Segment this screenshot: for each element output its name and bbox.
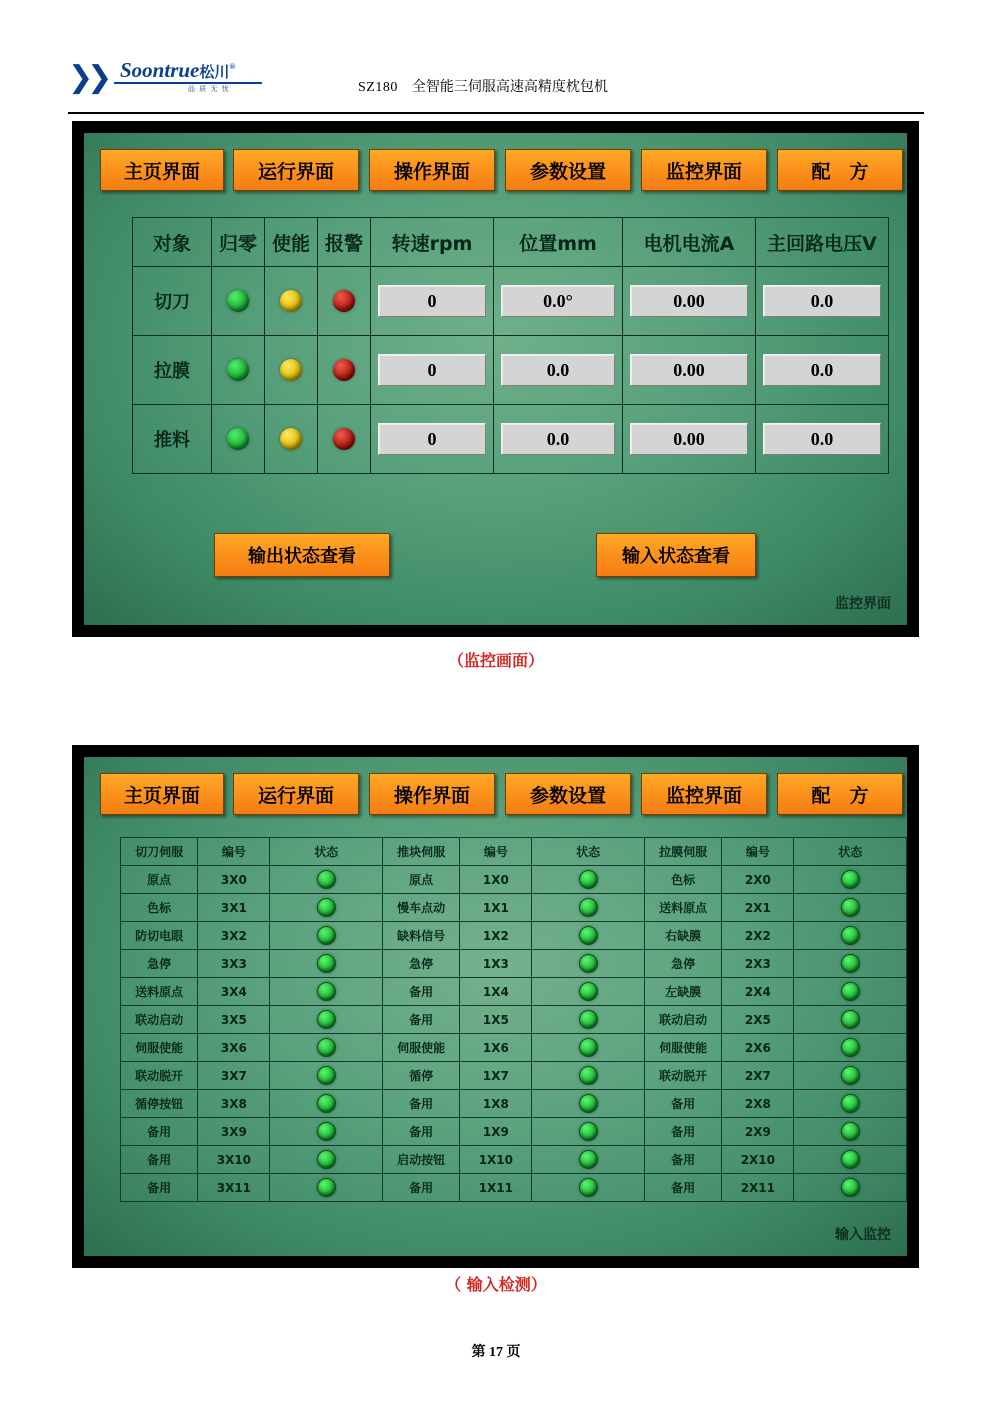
column-header-code-2: 编号 — [460, 838, 532, 866]
nav-button-monitor[interactable]: 监控界面 — [641, 773, 767, 815]
table-row — [121, 950, 907, 978]
led-zero-indicator — [227, 359, 249, 381]
nav-button-home[interactable]: 主页界面 — [100, 773, 224, 815]
servo-monitor-table — [132, 217, 889, 474]
io-code: 2X4 — [722, 978, 794, 1006]
column-header-film-servo: 拉膜伺服 — [644, 838, 721, 866]
led-status-indicator — [579, 982, 598, 1001]
io-label: 色标 — [644, 866, 721, 894]
led-status-indicator — [579, 1010, 598, 1029]
page-header — [68, 50, 924, 114]
io-label: 急停 — [382, 950, 459, 978]
io-state-cell — [270, 1006, 383, 1034]
io-code: 3X5 — [198, 1006, 270, 1034]
led-status-indicator — [841, 898, 860, 917]
navigation-bar-monitor — [100, 149, 893, 193]
table-row — [121, 894, 907, 922]
led-enable-indicator — [280, 359, 302, 381]
navigation-bar-io — [100, 773, 893, 817]
column-header-code-3: 编号 — [722, 838, 794, 866]
io-label: 备用 — [382, 978, 459, 1006]
logo-brand-en: Soontrue — [120, 58, 200, 82]
io-label: 备用 — [644, 1146, 721, 1174]
position-field[interactable]: 0.0° — [501, 285, 615, 317]
io-state-cell — [532, 1062, 645, 1090]
led-status-indicator — [579, 1038, 598, 1057]
table-row — [121, 1146, 907, 1174]
led-status-indicator — [317, 1178, 336, 1197]
value-cell-position — [494, 405, 623, 474]
io-code: 1X1 — [460, 894, 532, 922]
io-code: 3X4 — [198, 978, 270, 1006]
io-label: 联动启动 — [644, 1006, 721, 1034]
led-status-indicator — [579, 1178, 598, 1197]
column-header-code-1: 编号 — [198, 838, 270, 866]
io-state-cell — [532, 1090, 645, 1118]
led-status-indicator — [841, 1178, 860, 1197]
column-header-state-3: 状态 — [794, 838, 907, 866]
io-label: 备用 — [644, 1174, 721, 1202]
logo-tagline: 品 质 无 忧 — [188, 85, 230, 93]
io-label: 原点 — [382, 866, 459, 894]
io-code: 3X3 — [198, 950, 270, 978]
nav-button-monitor[interactable]: 监控界面 — [641, 149, 767, 191]
value-cell-voltage — [756, 267, 889, 336]
io-code: 3X10 — [198, 1146, 270, 1174]
led-status-indicator — [317, 926, 336, 945]
nav-button-recipe[interactable]: 配 方 — [777, 773, 903, 815]
io-code: 2X5 — [722, 1006, 794, 1034]
io-state-cell — [532, 894, 645, 922]
io-state-cell — [270, 894, 383, 922]
position-field[interactable]: 0.0 — [501, 423, 615, 455]
io-code: 3X11 — [198, 1174, 270, 1202]
led-zero-indicator — [227, 290, 249, 312]
io-state-cell — [270, 1118, 383, 1146]
io-label: 急停 — [121, 950, 198, 978]
io-code: 1X11 — [460, 1174, 532, 1202]
io-label: 备用 — [121, 1146, 198, 1174]
led-status-indicator — [579, 898, 598, 917]
io-state-cell — [794, 1006, 907, 1034]
io-state-cell — [532, 922, 645, 950]
speed-field[interactable]: 0 — [378, 285, 486, 317]
current-field[interactable]: 0.00 — [630, 354, 748, 386]
io-code: 2X11 — [722, 1174, 794, 1202]
status-cell-zero — [212, 336, 265, 405]
row-label-cutter: 切刀 — [133, 267, 212, 336]
led-status-indicator — [317, 898, 336, 917]
io-state-cell — [794, 1034, 907, 1062]
io-state-cell — [270, 1174, 383, 1202]
led-status-indicator — [579, 926, 598, 945]
led-status-indicator — [317, 1150, 336, 1169]
led-alarm-indicator — [333, 359, 355, 381]
current-field[interactable]: 0.00 — [630, 423, 748, 455]
io-label: 防切电眼 — [121, 922, 198, 950]
io-code: 1X10 — [460, 1146, 532, 1174]
led-status-indicator — [579, 1122, 598, 1141]
figure-caption-monitor: （监控画面） — [447, 651, 544, 670]
value-cell-current — [623, 405, 756, 474]
table-header-row — [133, 218, 889, 267]
status-cell-zero — [212, 405, 265, 474]
io-state-cell — [794, 1174, 907, 1202]
status-cell-enable — [265, 405, 318, 474]
status-cell-enable — [265, 267, 318, 336]
led-status-indicator — [317, 870, 336, 889]
value-cell-speed — [371, 267, 494, 336]
status-cell-alarm — [318, 405, 371, 474]
io-code: 2X2 — [722, 922, 794, 950]
figure-caption-io: （ 输入检测） — [445, 1275, 547, 1294]
logo-brand-cn: 松川 — [199, 65, 230, 81]
value-cell-speed — [371, 336, 494, 405]
io-code: 3X1 — [198, 894, 270, 922]
led-status-indicator — [579, 1066, 598, 1085]
voltage-field[interactable]: 0.0 — [763, 285, 881, 317]
io-label: 联动启动 — [121, 1006, 198, 1034]
table-row — [121, 866, 907, 894]
chevron-right-icon: ❯❯ — [68, 60, 107, 95]
nav-button-operate[interactable]: 操作界面 — [369, 149, 495, 191]
io-code: 1X9 — [460, 1118, 532, 1146]
column-header-current: 电机电流A — [623, 218, 756, 267]
logo-wordmark — [120, 58, 235, 83]
io-state-cell — [270, 922, 383, 950]
nav-button-params[interactable]: 参数设置 — [505, 773, 631, 815]
io-code: 1X7 — [460, 1062, 532, 1090]
io-state-cell — [532, 1118, 645, 1146]
io-label: 送料原点 — [644, 894, 721, 922]
io-state-cell — [794, 978, 907, 1006]
table-row — [121, 1174, 907, 1202]
io-label: 备用 — [382, 1090, 459, 1118]
io-label: 右缺膜 — [644, 922, 721, 950]
io-label: 备用 — [644, 1118, 721, 1146]
led-status-indicator — [841, 1066, 860, 1085]
registered-mark-icon: ® — [229, 62, 236, 71]
value-cell-current — [623, 267, 756, 336]
row-label-pusher: 推料 — [133, 405, 212, 474]
io-label: 送料原点 — [121, 978, 198, 1006]
io-status-table — [120, 837, 907, 1202]
led-status-indicator — [841, 1150, 860, 1169]
io-code: 1X0 — [460, 866, 532, 894]
io-label: 左缺膜 — [644, 978, 721, 1006]
io-state-cell — [794, 1146, 907, 1174]
nav-button-run[interactable]: 运行界面 — [233, 773, 359, 815]
column-header-voltage: 主回路电压V — [756, 218, 889, 267]
io-code: 1X2 — [460, 922, 532, 950]
led-status-indicator — [841, 1094, 860, 1113]
column-header-enable: 使能 — [265, 218, 318, 267]
io-label: 色标 — [121, 894, 198, 922]
io-label: 伺服使能 — [121, 1034, 198, 1062]
hmi-screen-io — [84, 757, 907, 1256]
current-field[interactable]: 0.00 — [630, 285, 748, 317]
document-title — [358, 76, 608, 96]
io-state-cell — [794, 950, 907, 978]
nav-button-run[interactable]: 运行界面 — [233, 149, 359, 191]
led-enable-indicator — [280, 290, 302, 312]
io-state-cell — [532, 1006, 645, 1034]
nav-button-params[interactable]: 参数设置 — [505, 149, 631, 191]
value-cell-voltage — [756, 336, 889, 405]
io-code: 2X6 — [722, 1034, 794, 1062]
machine-model: SZ180 — [358, 80, 398, 95]
table-row — [121, 1090, 907, 1118]
io-code: 3X9 — [198, 1118, 270, 1146]
screen-name-tag: 监控界面 — [835, 596, 891, 612]
led-status-indicator — [579, 1150, 598, 1169]
io-state-cell — [270, 1034, 383, 1062]
led-zero-indicator — [227, 428, 249, 450]
table-row — [121, 922, 907, 950]
monitor-screen-panel — [72, 121, 919, 637]
io-state-cell — [532, 950, 645, 978]
screen-name-tag: 输入监控 — [835, 1227, 891, 1243]
row-label-film: 拉膜 — [133, 336, 212, 405]
io-label: 备用 — [382, 1174, 459, 1202]
io-state-cell — [270, 950, 383, 978]
led-status-indicator — [841, 870, 860, 889]
io-state-cell — [794, 922, 907, 950]
io-code: 2X8 — [722, 1090, 794, 1118]
led-enable-indicator — [280, 428, 302, 450]
voltage-field[interactable]: 0.0 — [763, 423, 881, 455]
io-label: 循停按钮 — [121, 1090, 198, 1118]
nav-button-home[interactable]: 主页界面 — [100, 149, 224, 191]
led-status-indicator — [841, 926, 860, 945]
position-field[interactable]: 0.0 — [501, 354, 615, 386]
led-status-indicator — [579, 870, 598, 889]
io-state-cell — [794, 1062, 907, 1090]
io-state-cell — [270, 1146, 383, 1174]
io-label: 启动按钮 — [382, 1146, 459, 1174]
column-header-cutter-servo: 切刀伺服 — [121, 838, 198, 866]
column-header-alarm: 报警 — [318, 218, 371, 267]
io-code: 2X1 — [722, 894, 794, 922]
speed-field[interactable]: 0 — [378, 423, 486, 455]
io-state-cell — [532, 978, 645, 1006]
led-status-indicator — [317, 1094, 336, 1113]
io-code: 2X3 — [722, 950, 794, 978]
io-label: 急停 — [644, 950, 721, 978]
io-label: 慢车点动 — [382, 894, 459, 922]
value-cell-voltage — [756, 405, 889, 474]
io-state-cell — [794, 1118, 907, 1146]
io-label: 联动脱开 — [644, 1062, 721, 1090]
led-status-indicator — [317, 982, 336, 1001]
led-status-indicator — [841, 982, 860, 1001]
io-state-cell — [532, 1146, 645, 1174]
column-header-pusher-servo: 推块伺服 — [382, 838, 459, 866]
value-cell-position — [494, 267, 623, 336]
io-code: 1X3 — [460, 950, 532, 978]
io-code: 1X6 — [460, 1034, 532, 1062]
io-label: 缺料信号 — [382, 922, 459, 950]
io-state-cell — [532, 1174, 645, 1202]
nav-button-recipe[interactable]: 配 方 — [777, 149, 903, 191]
io-code: 3X0 — [198, 866, 270, 894]
machine-description: 全智能三伺服高速高精度枕包机 — [411, 80, 608, 95]
led-status-indicator — [579, 954, 598, 973]
status-cell-zero — [212, 267, 265, 336]
io-state-cell — [794, 894, 907, 922]
io-label: 备用 — [382, 1118, 459, 1146]
io-code: 2X10 — [722, 1146, 794, 1174]
io-state-cell — [794, 1090, 907, 1118]
led-status-indicator — [317, 1066, 336, 1085]
io-label: 备用 — [121, 1174, 198, 1202]
company-logo — [68, 52, 258, 104]
io-code: 3X8 — [198, 1090, 270, 1118]
led-status-indicator — [579, 1094, 598, 1113]
io-code: 3X7 — [198, 1062, 270, 1090]
table-row — [121, 1062, 907, 1090]
io-code: 2X9 — [722, 1118, 794, 1146]
io-code: 3X6 — [198, 1034, 270, 1062]
led-status-indicator — [841, 1122, 860, 1141]
io-screen-panel — [72, 745, 919, 1268]
status-cell-alarm — [318, 336, 371, 405]
output-status-button[interactable]: 输出状态查看 — [214, 533, 390, 577]
column-header-state-2: 状态 — [532, 838, 645, 866]
io-code: 2X0 — [722, 866, 794, 894]
io-label: 备用 — [382, 1006, 459, 1034]
led-status-indicator — [317, 1010, 336, 1029]
table-row — [121, 1006, 907, 1034]
table-row — [121, 1118, 907, 1146]
column-header-state-1: 状态 — [270, 838, 383, 866]
io-label: 循停 — [382, 1062, 459, 1090]
io-state-cell — [270, 1062, 383, 1090]
io-label: 联动脱开 — [121, 1062, 198, 1090]
io-label: 备用 — [121, 1118, 198, 1146]
table-row — [121, 1034, 907, 1062]
table-header-row — [121, 838, 907, 866]
value-cell-position — [494, 336, 623, 405]
io-code: 3X2 — [198, 922, 270, 950]
io-code: 2X7 — [722, 1062, 794, 1090]
io-label: 备用 — [644, 1090, 721, 1118]
value-cell-speed — [371, 405, 494, 474]
io-state-cell — [270, 866, 383, 894]
voltage-field[interactable]: 0.0 — [763, 354, 881, 386]
io-code: 1X8 — [460, 1090, 532, 1118]
led-alarm-indicator — [333, 290, 355, 312]
column-header-speed: 转速rpm — [371, 218, 494, 267]
led-status-indicator — [317, 954, 336, 973]
led-alarm-indicator — [333, 428, 355, 450]
input-status-button[interactable]: 输入状态查看 — [596, 533, 756, 577]
io-state-cell — [794, 866, 907, 894]
io-state-cell — [532, 866, 645, 894]
speed-field[interactable]: 0 — [378, 354, 486, 386]
status-cell-alarm — [318, 267, 371, 336]
io-label: 伺服使能 — [644, 1034, 721, 1062]
hmi-screen-monitor — [84, 133, 907, 625]
table-row — [133, 336, 889, 405]
led-status-indicator — [841, 1038, 860, 1057]
io-code: 1X5 — [460, 1006, 532, 1034]
table-row — [133, 267, 889, 336]
io-code: 1X4 — [460, 978, 532, 1006]
table-row — [133, 405, 889, 474]
io-state-cell — [270, 978, 383, 1006]
value-cell-current — [623, 336, 756, 405]
led-status-indicator — [841, 1010, 860, 1029]
column-header-position: 位置mm — [494, 218, 623, 267]
led-status-indicator — [841, 954, 860, 973]
led-status-indicator — [317, 1038, 336, 1057]
io-label: 原点 — [121, 866, 198, 894]
led-status-indicator — [317, 1122, 336, 1141]
io-state-cell — [532, 1034, 645, 1062]
column-header-zero: 归零 — [212, 218, 265, 267]
column-header-object: 对象 — [133, 218, 212, 267]
status-cell-enable — [265, 336, 318, 405]
page-footer: 第 17 页 — [471, 1345, 521, 1360]
io-label: 伺服使能 — [382, 1034, 459, 1062]
nav-button-operate[interactable]: 操作界面 — [369, 773, 495, 815]
io-state-cell — [270, 1090, 383, 1118]
table-row — [121, 978, 907, 1006]
